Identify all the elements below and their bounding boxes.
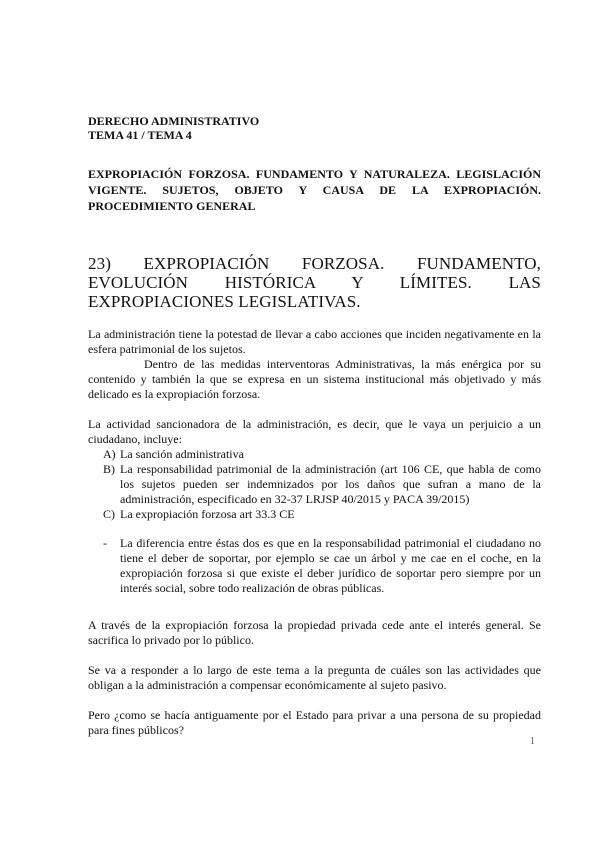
page-number: 1	[530, 736, 535, 747]
list-marker: B)	[103, 462, 115, 476]
paragraph-measures: Dentro de las medidas interventoras Administrativas, la más enérgica por su contenido y también la que se expresa en un sistema institucional más objetivado y más delicado es la expropiación forzosa.	[88, 357, 541, 401]
paragraph-intro: La administración tiene la potestad de llevar a cabo acciones que inciden negativamente en la esfera patrimonial de los sujetos.	[88, 327, 541, 356]
topic-heading: TEMA 41 / TEMA 4	[88, 128, 192, 142]
list-marker: C)	[103, 507, 115, 521]
dash-list-item	[88, 536, 541, 596]
paragraph-sanctioning: La actividad sancionadora de la administración, es decir, que le vaya un perjuicio a un ciudadano, incluye:	[88, 417, 541, 446]
section-heading: 23) EXPROPIACIÓN FORZOSA. FUNDAMENTO, EVOLUCIÓN HISTÓRICA Y LÍMITES. LAS EXPROPIACIONES LEGISLATIVAS.	[88, 254, 541, 311]
activity-list	[88, 447, 541, 522]
list-item	[88, 447, 541, 462]
page-content	[88, 114, 541, 738]
topic-title: EXPROPIACIÓN FORZOSA. FUNDAMENTO Y NATURALEZA. LEGISLACIÓN VIGENTE. SUJETOS, OBJETO Y CAUSA DE LA EXPROPIACIÓN. PROCEDIMIENTO GENERAL	[88, 167, 541, 213]
list-item-text: La sanción administrativa	[120, 447, 244, 461]
paragraph-historical: Pero ¿como se hacía antiguamente por el Estado para privar a una persona de su propiedad para fines públicos?	[88, 708, 541, 737]
subject-heading: DERECHO ADMINISTRATIVO	[88, 114, 260, 128]
list-item	[88, 507, 541, 522]
dash-marker: -	[103, 536, 107, 550]
list-item-text: La responsabilidad patrimonial de la administración (art 106 CE, que habla de como los sujetos pueden ser indemnizados por los daños que sufran a mano de la administración, especificado en 32-37 LRJSP 40/2015 y PACA 39/2015)	[120, 462, 541, 506]
paragraph-general-interest: A través de la expropiación forzosa la propiedad privada cede ante el interés general. Se sacrifica lo privado por lo público.	[88, 618, 541, 647]
paragraph-question: Se va a responder a lo largo de este tema a la pregunta de cuáles son las actividades que obligan a la administración a compensar económicamente al sujeto pasivo.	[88, 663, 541, 692]
list-item-text: La expropiación forzosa art 33.3 CE	[120, 507, 295, 521]
list-marker: A)	[103, 447, 116, 461]
list-item	[88, 462, 541, 507]
dash-item-text: La diferencia entre éstas dos es que en la responsabilidad patrimonial el ciudadano no tiene el deber de soportar, por ejemplo se cae un árbol y me cae en el coche, en la expropiación forzosa si que existe el deber jurídico de soportar pero siempre por un interés social, sobre todo realización de obras públicas.	[120, 536, 541, 595]
